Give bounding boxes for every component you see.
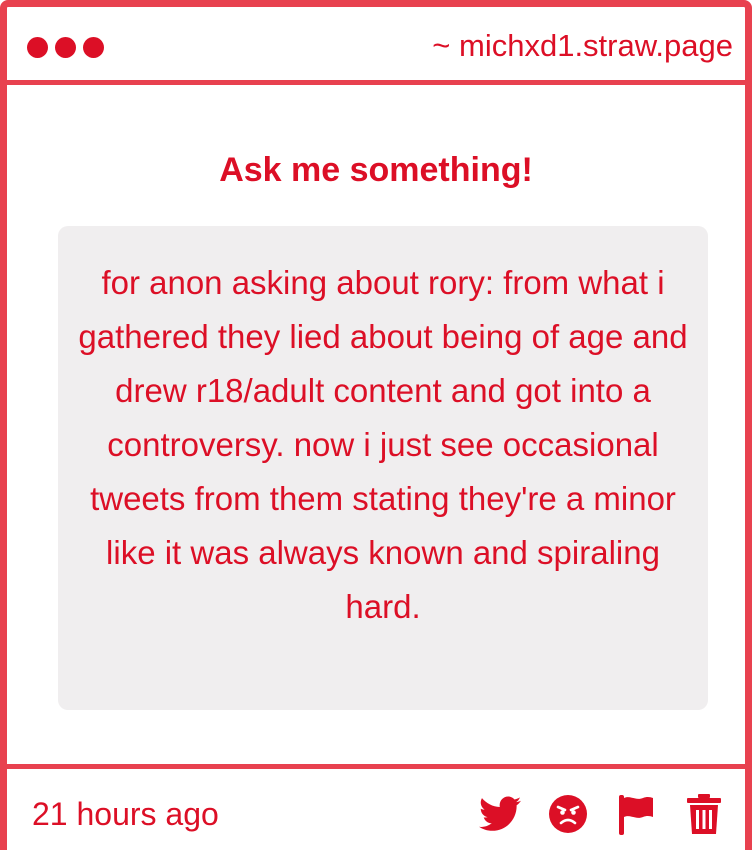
answer-text: for anon asking about rory: from what i gathered they lied about being of age and drew r18/adult content and got into a controversy. now i just see occasional tweets from them stating they're a minor like it was always known and spiraling hard. [78,264,688,625]
page-title: Ask me something! [219,151,533,189]
window-dot-icon [83,37,104,58]
delete-button[interactable] [681,791,727,837]
twitter-icon [479,796,521,832]
timestamp: 21 hours ago [32,796,219,832]
card-footer [7,764,745,857]
window-titlebar [7,7,745,85]
window-dot-icon [27,37,48,58]
trash-icon [686,793,722,835]
flag-icon [616,793,656,835]
share-twitter-button[interactable] [477,791,523,837]
footer-actions [477,791,727,837]
angry-face-icon [548,794,588,834]
react-angry-button[interactable] [545,791,591,837]
site-address[interactable]: ~ michxd1.straw.page [432,28,733,63]
window-dots [27,37,104,58]
window-dot-icon [55,37,76,58]
answer-bubble [58,226,708,710]
report-button[interactable] [613,791,659,837]
